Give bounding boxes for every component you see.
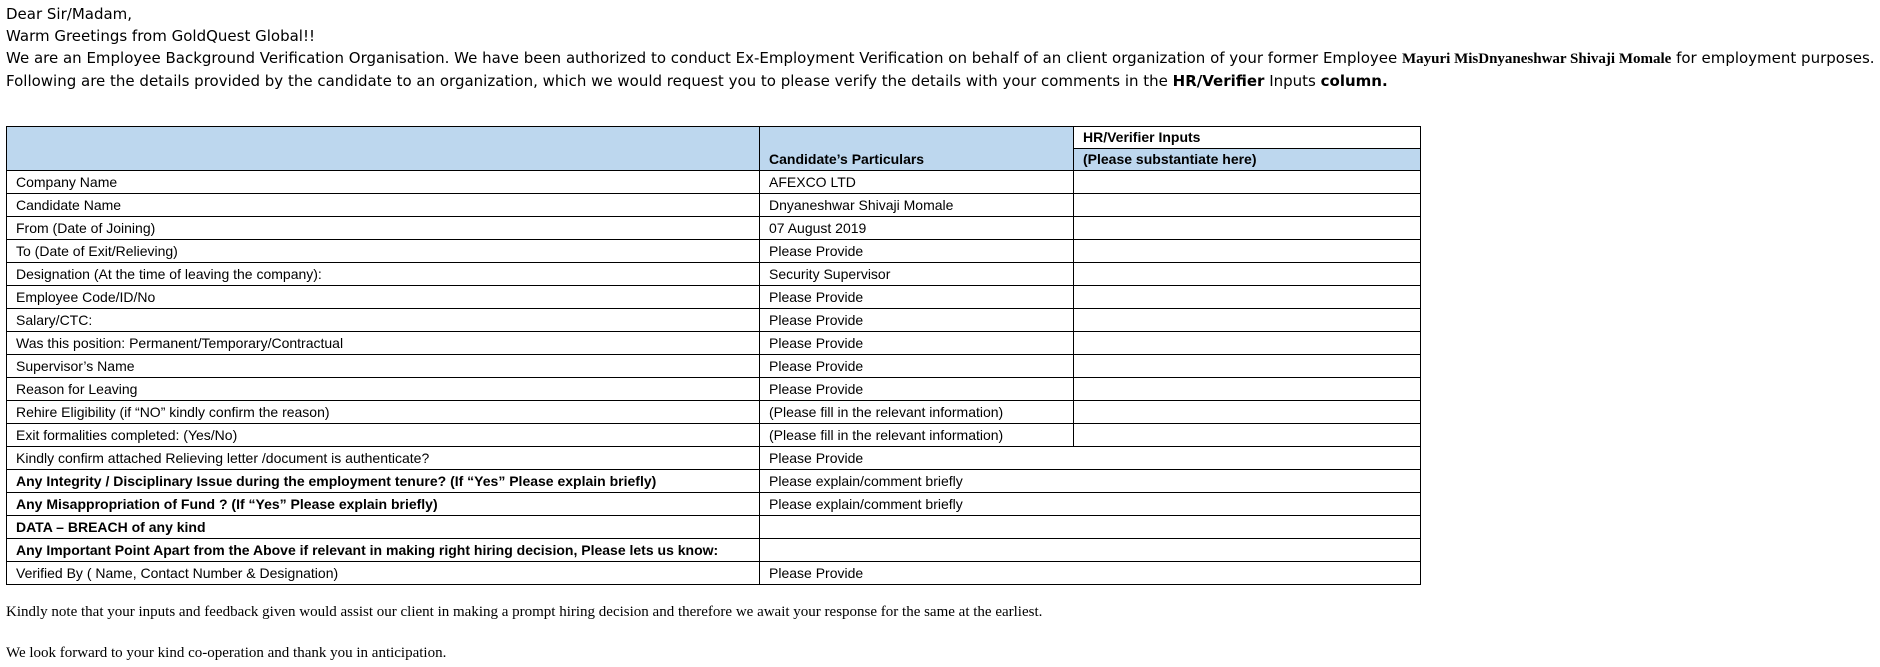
row-label: Verified By ( Name, Contact Number & Designation) — [7, 562, 760, 585]
salutation: Dear Sir/Madam, — [6, 5, 133, 23]
row-candidate-value: (Please fill in the relevant information) — [760, 401, 1074, 424]
table-row — [7, 562, 1421, 585]
instruction-bold-column: column. — [1320, 72, 1388, 90]
table-row — [7, 240, 1421, 263]
table-row — [7, 493, 1421, 516]
table-row — [7, 378, 1421, 401]
row-label: Company Name — [7, 171, 760, 194]
row-candidate-value: Please Provide — [760, 332, 1074, 355]
table-row — [7, 447, 1421, 470]
row-label: Candidate Name — [7, 194, 760, 217]
row-candidate-value: AFEXCO LTD — [760, 171, 1074, 194]
header-substantiate: (Please substantiate here) — [1074, 149, 1421, 171]
row-candidate-value — [760, 516, 1421, 539]
closing-note: Kindly note that your inputs and feedback given would assist our client in making a prompt hiring decision and therefore we await your response for the same at the earliest. — [6, 604, 1043, 620]
verification-table — [6, 126, 1421, 585]
row-verifier-input[interactable] — [1074, 194, 1421, 217]
greeting: Warm Greetings from GoldQuest Global!! — [6, 27, 315, 45]
row-candidate-value — [760, 539, 1421, 562]
header-label-cell — [7, 149, 760, 171]
row-candidate-value: Please Provide — [760, 562, 1421, 585]
row-label: Kindly confirm attached Relieving letter /document is authenticate? — [7, 447, 760, 470]
table-row — [7, 217, 1421, 240]
row-candidate-value: Dnyaneshwar Shivaji Momale — [760, 194, 1074, 217]
table-row — [7, 171, 1421, 194]
row-verifier-input[interactable] — [1074, 240, 1421, 263]
row-candidate-value: Please Provide — [760, 309, 1074, 332]
row-verifier-input[interactable] — [1074, 263, 1421, 286]
intro-text: We are an Employee Background Verification Organisation. We have been authorized to conduct Ex-Employment Verification on behalf of an client organization of your former Employee — [6, 49, 1402, 67]
instruction-paragraph — [6, 70, 1874, 92]
header-hr-inputs: HR/Verifier Inputs — [1074, 127, 1421, 149]
row-label: DATA – BREACH of any kind — [7, 516, 760, 539]
instruction-text: Following are the details provided by the candidate to an organization, which we would request you to please verify the details with your comments in the — [6, 72, 1173, 90]
row-label: Rehire Eligibility (if “NO” kindly confirm the reason) — [7, 401, 760, 424]
header-blank-cell-2 — [760, 127, 1074, 149]
row-label: Any Important Point Apart from the Above if relevant in making right hiring decision, Please lets us know: — [7, 539, 760, 562]
row-verifier-input[interactable] — [1074, 309, 1421, 332]
row-verifier-input[interactable] — [1074, 217, 1421, 240]
employee-name: Mayuri MisDnyaneshwar Shivaji Momale — [1402, 51, 1672, 67]
table-row — [7, 424, 1421, 447]
table-header-row-1 — [7, 127, 1421, 149]
table-row — [7, 309, 1421, 332]
row-candidate-value: Please Provide — [760, 355, 1074, 378]
row-verifier-input[interactable] — [1074, 378, 1421, 401]
instruction-bold-hr: HR/Verifier — [1172, 72, 1265, 90]
row-verifier-input[interactable] — [1074, 332, 1421, 355]
row-candidate-value: Security Supervisor — [760, 263, 1074, 286]
row-candidate-value: Please Provide — [760, 378, 1074, 401]
table-row — [7, 263, 1421, 286]
row-label: Was this position: Permanent/Temporary/Contractual — [7, 332, 760, 355]
row-candidate-value: (Please fill in the relevant information) — [760, 424, 1074, 447]
table-row — [7, 286, 1421, 309]
row-label: To (Date of Exit/Relieving) — [7, 240, 760, 263]
table-row — [7, 401, 1421, 424]
row-verifier-input[interactable] — [1074, 286, 1421, 309]
table-row — [7, 539, 1421, 562]
table-row — [7, 332, 1421, 355]
closing-thanks: We look forward to your kind co-operation and thank you in anticipation. — [6, 645, 447, 661]
row-label: Designation (At the time of leaving the company): — [7, 263, 760, 286]
table-row — [7, 355, 1421, 378]
letter-intro — [0, 0, 1880, 92]
table-header-row-2 — [7, 149, 1421, 171]
row-candidate-value: Please Provide — [760, 286, 1074, 309]
row-verifier-input[interactable] — [1074, 401, 1421, 424]
row-label: Salary/CTC: — [7, 309, 760, 332]
row-label: Supervisor’s Name — [7, 355, 760, 378]
row-candidate-value: Please Provide — [760, 447, 1421, 470]
row-candidate-value: Please explain/comment briefly — [760, 493, 1421, 516]
row-label: From (Date of Joining) — [7, 217, 760, 240]
table-row — [7, 470, 1421, 493]
row-label: Employee Code/ID/No — [7, 286, 760, 309]
row-candidate-value: 07 August 2019 — [760, 217, 1074, 240]
row-label: Any Integrity / Disciplinary Issue during the employment tenure? (If “Yes” Please explain briefly) — [7, 470, 760, 493]
row-label: Exit formalities completed: (Yes/No) — [7, 424, 760, 447]
table-row — [7, 194, 1421, 217]
intro-text-end: for employment purposes. — [1671, 49, 1875, 67]
intro-paragraph — [6, 47, 1874, 70]
table-row — [7, 516, 1421, 539]
instruction-mid: Inputs — [1264, 72, 1321, 90]
row-label: Reason for Leaving — [7, 378, 760, 401]
row-candidate-value: Please explain/comment briefly — [760, 470, 1421, 493]
row-verifier-input[interactable] — [1074, 424, 1421, 447]
header-blank-cell — [7, 127, 760, 149]
row-label: Any Misappropriation of Fund ? (If “Yes” Please explain briefly) — [7, 493, 760, 516]
row-verifier-input[interactable] — [1074, 355, 1421, 378]
row-candidate-value: Please Provide — [760, 240, 1074, 263]
header-candidate-particulars: Candidate’s Particulars — [760, 149, 1074, 171]
row-verifier-input[interactable] — [1074, 171, 1421, 194]
